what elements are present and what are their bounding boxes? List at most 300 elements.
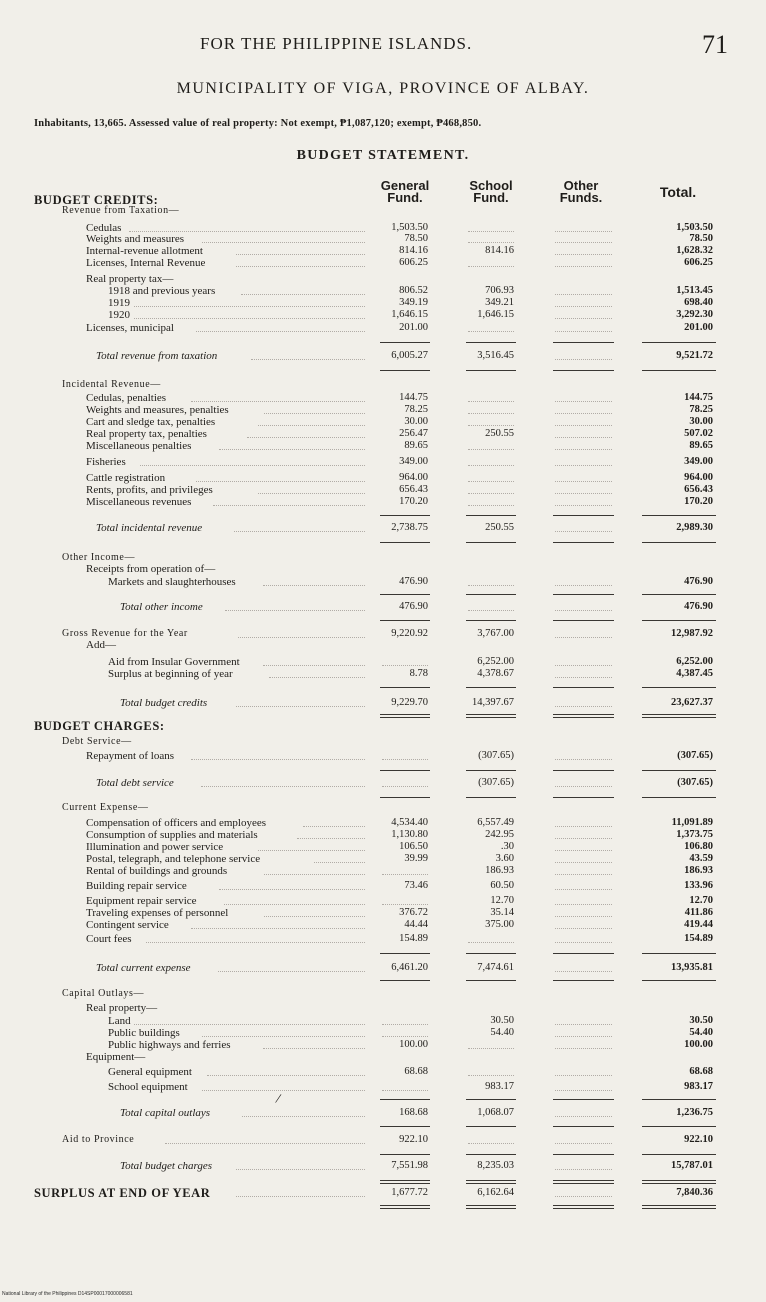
total-value: 15,787.01 [671, 1160, 713, 1171]
school-fund-value: 1,646.15 [477, 309, 514, 320]
general-fund-value: 806.52 [399, 285, 428, 296]
column-rule [553, 717, 614, 718]
school-fund-value: 1,068.07 [477, 1107, 514, 1118]
column-rule [553, 953, 614, 954]
total-value: 6,252.00 [676, 656, 713, 667]
ledger-row [0, 472, 766, 484]
column-rule [553, 1099, 614, 1100]
column-rule [380, 542, 430, 543]
general-fund-value: 68.68 [404, 1066, 428, 1077]
ledger-row [0, 895, 766, 907]
row-label: Contingent service [86, 919, 169, 931]
pencil-mark: / [274, 1091, 282, 1108]
column-rule [642, 594, 716, 595]
row-label: Real property— [86, 1002, 158, 1014]
column-rule [466, 1099, 516, 1100]
empty-cell-leader [555, 481, 612, 482]
ledger-row [0, 1081, 766, 1093]
total-value: 23,627.37 [671, 697, 713, 708]
empty-cell-leader [555, 359, 612, 360]
empty-cell-leader [555, 942, 612, 943]
total-value: 411.86 [684, 907, 713, 918]
col-header-total: Total. [659, 184, 697, 200]
empty-cell-leader [555, 928, 612, 929]
column-rule [466, 515, 516, 516]
school-fund-value: 6,162.64 [477, 1187, 514, 1198]
general-fund-value: 8.78 [409, 668, 428, 679]
row-label: Consumption of supplies and materials [86, 829, 258, 841]
column-rule [553, 714, 614, 715]
total-value: (307.65) [677, 750, 713, 761]
total-value: 2,989.30 [676, 522, 713, 533]
ledger-row [0, 668, 766, 680]
column-rule [380, 1183, 430, 1184]
dot-leader [314, 862, 365, 863]
column-rule [553, 770, 614, 771]
column-rule [553, 797, 614, 798]
school-fund-value: 375.00 [485, 919, 514, 930]
empty-cell-leader [555, 916, 612, 917]
school-fund-value: 6,557.49 [477, 817, 514, 828]
dot-leader [196, 331, 365, 332]
row-label: Compensation of officers and employees [86, 817, 267, 829]
row-label: Revenue from Taxation— [62, 205, 180, 216]
general-fund-value: 78.25 [404, 404, 428, 415]
general-fund-value: 1,677.72 [391, 1187, 428, 1198]
column-rule [466, 342, 516, 343]
column-rule [553, 1180, 614, 1181]
row-label: Rental of buildings and grounds [86, 865, 228, 877]
dot-leader [219, 449, 365, 450]
general-fund-value: 606.25 [399, 257, 428, 268]
school-fund-value: 54.40 [490, 1027, 514, 1038]
statement-title: BUDGET STATEMENT. [296, 148, 470, 163]
dot-leader [165, 1143, 365, 1144]
row-label: Repayment of loans [86, 750, 174, 762]
row-label: Weights and measures, penalties [86, 404, 229, 416]
column-rule [380, 1099, 430, 1100]
total-value: 922.10 [684, 1134, 713, 1145]
page-number: 71 [702, 30, 728, 59]
total-value: 4,387.45 [676, 668, 713, 679]
general-fund-value: 89.65 [404, 440, 428, 451]
school-fund-value: 30.50 [490, 1015, 514, 1026]
dot-leader [218, 971, 365, 972]
empty-cell-leader [468, 231, 514, 232]
empty-cell-leader [555, 425, 612, 426]
total-value: 186.93 [684, 865, 713, 876]
general-fund-value: 100.00 [399, 1039, 428, 1050]
empty-cell-leader [468, 465, 514, 466]
total-row [0, 1107, 766, 1119]
dot-leader [225, 610, 365, 611]
column-rule [553, 620, 614, 621]
column-rule [380, 717, 430, 718]
section-heading [0, 720, 766, 732]
column-rule [466, 953, 516, 954]
ledger-row [0, 456, 766, 468]
dot-leader [238, 637, 365, 638]
empty-cell-leader [468, 1075, 514, 1076]
empty-cell-leader [555, 826, 612, 827]
empty-cell-leader [468, 242, 514, 243]
general-fund-value: 476.90 [399, 601, 428, 612]
empty-cell-leader [555, 637, 612, 638]
column-rule [380, 370, 430, 371]
school-fund-value: 8,235.03 [477, 1160, 514, 1171]
total-row [0, 350, 766, 362]
empty-cell-leader [382, 904, 428, 905]
empty-cell-leader [555, 465, 612, 466]
empty-cell-leader [382, 1036, 428, 1037]
total-value: 1,236.75 [676, 1107, 713, 1118]
dot-leader [236, 1169, 365, 1170]
column-rule [466, 1208, 516, 1209]
ledger-row [0, 285, 766, 297]
ledger-row [0, 257, 766, 269]
empty-cell-leader [468, 585, 514, 586]
row-label: Total incidental revenue [96, 522, 203, 534]
total-value: 7,840.36 [676, 1187, 713, 1198]
dot-leader [251, 359, 365, 360]
column-rule [380, 620, 430, 621]
empty-cell-leader [555, 1036, 612, 1037]
column-rule [642, 620, 716, 621]
column-rule [553, 594, 614, 595]
empty-cell-leader [468, 425, 514, 426]
dot-leader [219, 889, 365, 890]
ledger-row [0, 440, 766, 452]
row-label: Cedulas, penalties [86, 392, 167, 404]
row-label: Licenses, municipal [86, 322, 174, 334]
empty-cell-leader [555, 493, 612, 494]
dot-leader [264, 413, 365, 414]
empty-cell-leader [382, 759, 428, 760]
empty-cell-leader [555, 449, 612, 450]
total-value: 1,373.75 [676, 829, 713, 840]
school-fund-value: (307.65) [478, 750, 514, 761]
category-heading [0, 988, 766, 1000]
column-rule [380, 594, 430, 595]
total-value: 11,091.89 [671, 817, 713, 828]
total-value: 144.75 [684, 392, 713, 403]
empty-cell-leader [468, 266, 514, 267]
col-header-other-funds: Other Funds. [559, 178, 603, 205]
row-label: Total debt service [96, 777, 174, 789]
general-fund-value: 144.75 [399, 392, 428, 403]
row-label: BUDGET CREDITS: [34, 193, 159, 207]
general-fund-value: 170.20 [399, 496, 428, 507]
column-rule [466, 1154, 516, 1155]
total-value: 349.00 [684, 456, 713, 467]
row-label: SURPLUS AT END OF YEAR [34, 1186, 211, 1200]
dot-leader [129, 231, 365, 232]
empty-cell-leader [468, 401, 514, 402]
column-rule [466, 1205, 516, 1206]
row-label: 1920 [108, 309, 130, 321]
row-label: BUDGET CHARGES: [34, 719, 165, 733]
total-value: 983.17 [684, 1081, 713, 1092]
dot-leader [241, 294, 365, 295]
row-label: Court fees [86, 933, 132, 945]
school-fund-value: 35.14 [490, 907, 514, 918]
school-fund-value: 14,397.67 [472, 697, 514, 708]
column-rule [466, 717, 516, 718]
ledger-row [0, 639, 766, 651]
ledger-row [0, 841, 766, 853]
dot-leader [134, 306, 365, 307]
column-rule [642, 1208, 716, 1209]
general-fund-value: 168.68 [399, 1107, 428, 1118]
general-fund-value: 9,229.70 [391, 697, 428, 708]
total-value: 68.68 [689, 1066, 713, 1077]
column-rule [380, 515, 430, 516]
ledger-row [0, 322, 766, 334]
general-fund-value: 376.72 [399, 907, 428, 918]
empty-cell-leader [382, 874, 428, 875]
column-rule [553, 542, 614, 543]
column-rule [642, 1205, 716, 1206]
ledger-row [0, 865, 766, 877]
row-label: Total revenue from taxation [96, 350, 218, 362]
general-fund-value: 7,551.98 [391, 1160, 428, 1171]
dot-leader [201, 786, 365, 787]
dot-leader [303, 826, 365, 827]
school-fund-value: (307.65) [478, 777, 514, 788]
ledger-row [0, 919, 766, 931]
column-rule [380, 1126, 430, 1127]
general-fund-value: 44.44 [404, 919, 428, 930]
total-value: 133.96 [684, 880, 713, 891]
general-fund-value: 964.00 [399, 472, 428, 483]
column-rule [642, 1183, 716, 1184]
row-label: Incidental Revenue— [62, 379, 161, 390]
total-value: 89.65 [689, 440, 713, 451]
dot-leader [264, 916, 365, 917]
school-fund-value: 3.60 [495, 853, 514, 864]
ledger-row [0, 829, 766, 841]
column-rule [642, 797, 716, 798]
ledger-row [0, 484, 766, 496]
row-label: Public highways and ferries [108, 1039, 231, 1051]
column-rule [553, 980, 614, 981]
column-rule [642, 714, 716, 715]
row-label: Rents, profits, and privileges [86, 484, 213, 496]
empty-cell-leader [468, 610, 514, 611]
total-value: 964.00 [684, 472, 713, 483]
total-row [0, 1160, 766, 1172]
dot-leader [134, 1024, 365, 1025]
total-row [0, 962, 766, 974]
column-rule [380, 1208, 430, 1209]
empty-cell-leader [468, 331, 514, 332]
row-label: Cart and sledge tax, penalties [86, 416, 216, 428]
total-value: 170.20 [684, 496, 713, 507]
empty-cell-leader [555, 294, 612, 295]
column-rule [380, 980, 430, 981]
school-fund-value: 242.95 [485, 829, 514, 840]
row-label: Surplus at beginning of year [108, 668, 233, 680]
school-fund-value: 349.21 [485, 297, 514, 308]
dot-leader [134, 318, 365, 319]
column-rule [380, 1180, 430, 1181]
row-label: Capital Outlays— [62, 988, 145, 999]
total-value: 154.89 [684, 933, 713, 944]
row-label: Fisheries [86, 456, 126, 468]
municipality-title: MUNICIPALITY OF VIGA, PROVINCE OF ALBAY. [176, 80, 590, 97]
ledger-row [0, 750, 766, 762]
school-fund-value: 6,252.00 [477, 656, 514, 667]
total-value: 1,503.50 [676, 222, 713, 233]
total-value: 100.00 [684, 1039, 713, 1050]
empty-cell-leader [555, 889, 612, 890]
column-rule [466, 620, 516, 621]
empty-cell-leader [468, 1048, 514, 1049]
column-rule [553, 687, 614, 688]
total-value: 12.70 [689, 895, 713, 906]
column-rule [466, 980, 516, 981]
empty-cell-leader [555, 1024, 612, 1025]
ledger-row [0, 273, 766, 285]
row-label: Internal-revenue allotment [86, 245, 203, 257]
dot-leader [263, 585, 365, 586]
column-rule [466, 797, 516, 798]
column-rule [553, 370, 614, 371]
empty-cell-leader [555, 254, 612, 255]
ledger-row [0, 404, 766, 416]
row-label: Other Income— [62, 552, 136, 563]
column-rule [642, 687, 716, 688]
column-rule [553, 1154, 614, 1155]
column-rule [466, 542, 516, 543]
dot-leader [242, 1116, 365, 1117]
category-heading [0, 802, 766, 814]
empty-cell-leader [555, 677, 612, 678]
row-label: Total other income [120, 601, 203, 613]
general-fund-value: 349.19 [399, 297, 428, 308]
ledger-row [0, 233, 766, 245]
empty-cell-leader [555, 585, 612, 586]
row-label: Current Expense— [62, 802, 149, 813]
general-fund-value: 4,534.40 [391, 817, 428, 828]
dot-leader [202, 1036, 365, 1037]
dot-leader [236, 706, 365, 707]
ledger-row [0, 392, 766, 404]
empty-cell-leader [555, 531, 612, 532]
empty-cell-leader [555, 331, 612, 332]
school-fund-value: 983.17 [485, 1081, 514, 1092]
column-rule [553, 1183, 614, 1184]
dot-leader [191, 928, 365, 929]
total-row [0, 697, 766, 709]
total-value: 106.80 [684, 841, 713, 852]
row-label: Total capital outlays [120, 1107, 211, 1119]
general-fund-value: 349.00 [399, 456, 428, 467]
row-label: Add— [86, 639, 116, 651]
total-value: 698.40 [684, 297, 713, 308]
general-fund-value: 922.10 [399, 1134, 428, 1145]
category-heading [0, 205, 766, 217]
row-label: Postal, telegraph, and telephone service [86, 853, 261, 865]
dot-leader [202, 242, 365, 243]
total-value: 43.59 [689, 853, 713, 864]
school-fund-value: .30 [500, 841, 514, 852]
ledger-row [0, 1134, 766, 1146]
empty-cell-leader [555, 759, 612, 760]
row-label: Aid to Province [62, 1134, 135, 1145]
school-fund-value: 12.70 [490, 895, 514, 906]
total-row [0, 601, 766, 613]
total-row [0, 777, 766, 789]
column-rule [380, 342, 430, 343]
ledger-row [0, 245, 766, 257]
total-value: 78.25 [689, 404, 713, 415]
row-label: General equipment [108, 1066, 192, 1078]
dot-leader [191, 759, 365, 760]
total-value: 12,987.92 [671, 628, 713, 639]
dot-leader [269, 677, 365, 678]
school-fund-value: 814.16 [485, 245, 514, 256]
empty-cell-leader [555, 850, 612, 851]
general-fund-value: 6,005.27 [391, 350, 428, 361]
running-title: FOR THE PHILIPPINE ISLANDS. [200, 34, 473, 53]
row-label: Cattle registration [86, 472, 166, 484]
column-rule [553, 515, 614, 516]
empty-cell-leader [555, 971, 612, 972]
row-label: Licenses, Internal Revenue [86, 257, 206, 269]
total-value: 1,513.45 [676, 285, 713, 296]
row-label: Miscellaneous revenues [86, 496, 192, 508]
empty-cell-leader [555, 413, 612, 414]
school-fund-value: 4,378.67 [477, 668, 514, 679]
row-label: Weights and measures [86, 233, 185, 245]
column-rule [380, 953, 430, 954]
empty-cell-leader [555, 706, 612, 707]
general-fund-value: 814.16 [399, 245, 428, 256]
column-rule [553, 1208, 614, 1209]
column-rule [466, 714, 516, 715]
dot-leader [191, 401, 365, 402]
total-value: 656.43 [684, 484, 713, 495]
empty-cell-leader [468, 942, 514, 943]
footer-credit: National Library of the Philippines D14SP00017000006581 [2, 1291, 133, 1297]
total-value: 54.40 [689, 1027, 713, 1038]
ledger-row [0, 309, 766, 321]
ledger-row [0, 1027, 766, 1039]
column-rule [642, 980, 716, 981]
total-row [0, 522, 766, 534]
school-fund-value: 3,516.45 [477, 350, 514, 361]
empty-cell-leader [468, 481, 514, 482]
dot-leader [213, 505, 365, 506]
school-fund-value: 7,474.61 [477, 962, 514, 973]
column-rule [466, 770, 516, 771]
ledger-row [0, 1039, 766, 1051]
general-fund-value: 256.47 [399, 428, 428, 439]
dot-leader [236, 1196, 365, 1197]
total-value: 476.90 [684, 576, 713, 587]
empty-cell-leader [555, 318, 612, 319]
school-fund-value: 250.55 [485, 522, 514, 533]
empty-cell-leader [555, 1143, 612, 1144]
total-value: 30.00 [689, 416, 713, 427]
empty-cell-leader [555, 266, 612, 267]
column-rule [380, 714, 430, 715]
row-label: Traveling expenses of personnel [86, 907, 229, 919]
column-rule [380, 687, 430, 688]
dot-leader [236, 254, 365, 255]
school-fund-value: 250.55 [485, 428, 514, 439]
